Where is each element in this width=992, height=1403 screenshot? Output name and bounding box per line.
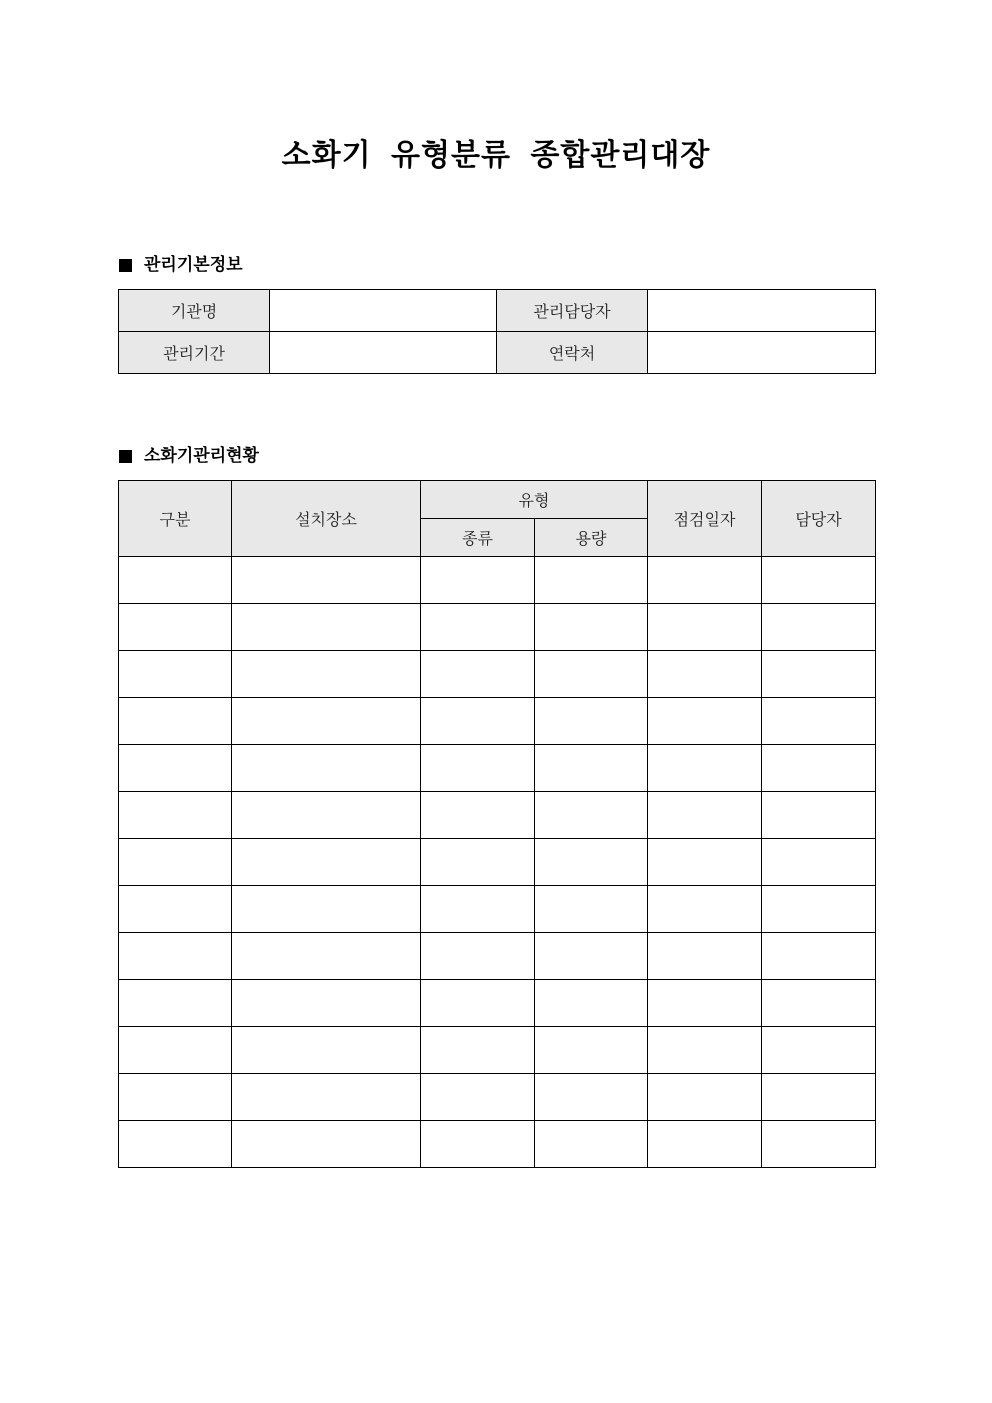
table-row xyxy=(119,557,876,604)
cell-inspection-date[interactable] xyxy=(648,933,762,980)
document-title: 소화기 유형분류 종합관리대장 xyxy=(281,138,711,173)
cell-manager[interactable] xyxy=(762,1074,876,1121)
cell-inspection-date[interactable] xyxy=(648,1074,762,1121)
cell-inspection-date[interactable] xyxy=(648,980,762,1027)
field-label: 연락처 xyxy=(497,332,648,374)
cell-inspection-date[interactable] xyxy=(648,651,762,698)
field-label: 관리담당자 xyxy=(497,290,648,332)
cell-inspection-date[interactable] xyxy=(648,1027,762,1074)
cell-kind[interactable] xyxy=(421,839,535,886)
table-row xyxy=(119,886,876,933)
section-heading-label: 관리기본정보 xyxy=(144,255,243,275)
cell-inspection-date[interactable] xyxy=(648,839,762,886)
cell-capacity[interactable] xyxy=(535,745,648,792)
cell-inspection-date[interactable] xyxy=(648,557,762,604)
cell-location[interactable] xyxy=(232,745,421,792)
cell-manager[interactable] xyxy=(762,933,876,980)
cell-kind[interactable] xyxy=(421,933,535,980)
cell-capacity[interactable] xyxy=(535,933,648,980)
header-category: 구분 xyxy=(119,481,232,557)
cell-manager[interactable] xyxy=(762,698,876,745)
cell-manager[interactable] xyxy=(762,886,876,933)
cell-category[interactable] xyxy=(119,651,232,698)
cell-kind[interactable] xyxy=(421,886,535,933)
header-location: 설치장소 xyxy=(232,481,421,557)
basic-info-row xyxy=(119,290,876,332)
cell-manager[interactable] xyxy=(762,651,876,698)
cell-manager[interactable] xyxy=(762,792,876,839)
cell-kind[interactable] xyxy=(421,698,535,745)
cell-location[interactable] xyxy=(232,604,421,651)
table-row xyxy=(119,604,876,651)
cell-category[interactable] xyxy=(119,1027,232,1074)
cell-category[interactable] xyxy=(119,980,232,1027)
cell-category[interactable] xyxy=(119,745,232,792)
table-row xyxy=(119,1027,876,1074)
section-heading-extinguisher-status xyxy=(119,444,259,468)
header-type: 유형 xyxy=(421,481,648,519)
cell-capacity[interactable] xyxy=(535,557,648,604)
cell-location[interactable] xyxy=(232,1027,421,1074)
cell-capacity[interactable] xyxy=(535,1121,648,1168)
basic-info-table xyxy=(118,289,876,374)
cell-category[interactable] xyxy=(119,933,232,980)
cell-capacity[interactable] xyxy=(535,1074,648,1121)
cell-location[interactable] xyxy=(232,1074,421,1121)
extinguisher-status-table xyxy=(118,480,876,1168)
cell-capacity[interactable] xyxy=(535,839,648,886)
field-value[interactable] xyxy=(270,290,497,332)
header-capacity: 용량 xyxy=(535,519,648,557)
cell-category[interactable] xyxy=(119,1074,232,1121)
cell-kind[interactable] xyxy=(421,604,535,651)
cell-location[interactable] xyxy=(232,1121,421,1168)
cell-capacity[interactable] xyxy=(535,698,648,745)
cell-category[interactable] xyxy=(119,1121,232,1168)
cell-inspection-date[interactable] xyxy=(648,745,762,792)
header-inspection-date: 점검일자 xyxy=(648,481,762,557)
cell-category[interactable] xyxy=(119,698,232,745)
cell-location[interactable] xyxy=(232,839,421,886)
cell-capacity[interactable] xyxy=(535,604,648,651)
cell-category[interactable] xyxy=(119,839,232,886)
cell-manager[interactable] xyxy=(762,1027,876,1074)
cell-location[interactable] xyxy=(232,886,421,933)
cell-capacity[interactable] xyxy=(535,651,648,698)
table-row xyxy=(119,651,876,698)
header-manager: 담당자 xyxy=(762,481,876,557)
cell-category[interactable] xyxy=(119,557,232,604)
section-heading-label: 소화기관리현황 xyxy=(144,446,259,466)
cell-manager[interactable] xyxy=(762,745,876,792)
cell-inspection-date[interactable] xyxy=(648,792,762,839)
section-heading-basic-info xyxy=(119,253,243,277)
cell-capacity[interactable] xyxy=(535,980,648,1027)
cell-location[interactable] xyxy=(232,698,421,745)
cell-capacity[interactable] xyxy=(535,1027,648,1074)
table-row xyxy=(119,745,876,792)
header-kind: 종류 xyxy=(421,519,535,557)
cell-manager[interactable] xyxy=(762,1121,876,1168)
field-value[interactable] xyxy=(648,290,876,332)
square-bullet-icon xyxy=(119,259,132,272)
cell-kind[interactable] xyxy=(421,980,535,1027)
field-value[interactable] xyxy=(270,332,497,374)
cell-capacity[interactable] xyxy=(535,886,648,933)
cell-kind[interactable] xyxy=(421,557,535,604)
basic-info-row xyxy=(119,332,876,374)
cell-kind[interactable] xyxy=(421,1074,535,1121)
table-row xyxy=(119,698,876,745)
cell-inspection-date[interactable] xyxy=(648,604,762,651)
cell-category[interactable] xyxy=(119,604,232,651)
cell-location[interactable] xyxy=(232,557,421,604)
cell-category[interactable] xyxy=(119,886,232,933)
cell-location[interactable] xyxy=(232,651,421,698)
cell-location[interactable] xyxy=(232,933,421,980)
cell-inspection-date[interactable] xyxy=(648,698,762,745)
cell-manager[interactable] xyxy=(762,604,876,651)
table-row xyxy=(119,1121,876,1168)
cell-manager[interactable] xyxy=(762,557,876,604)
table-row xyxy=(119,839,876,886)
cell-kind[interactable] xyxy=(421,651,535,698)
field-label: 기관명 xyxy=(119,290,270,332)
cell-kind[interactable] xyxy=(421,1027,535,1074)
cell-category[interactable] xyxy=(119,792,232,839)
cell-inspection-date[interactable] xyxy=(648,886,762,933)
cell-manager[interactable] xyxy=(762,839,876,886)
cell-kind[interactable] xyxy=(421,792,535,839)
table-row xyxy=(119,933,876,980)
table-row xyxy=(119,792,876,839)
cell-manager[interactable] xyxy=(762,980,876,1027)
cell-capacity[interactable] xyxy=(535,792,648,839)
cell-kind[interactable] xyxy=(421,745,535,792)
cell-kind[interactable] xyxy=(421,1121,535,1168)
cell-inspection-date[interactable] xyxy=(648,1121,762,1168)
table-row xyxy=(119,1074,876,1121)
cell-location[interactable] xyxy=(232,792,421,839)
field-label: 관리기간 xyxy=(119,332,270,374)
field-value[interactable] xyxy=(648,332,876,374)
cell-location[interactable] xyxy=(232,980,421,1027)
square-bullet-icon xyxy=(119,450,132,463)
table-row xyxy=(119,980,876,1027)
